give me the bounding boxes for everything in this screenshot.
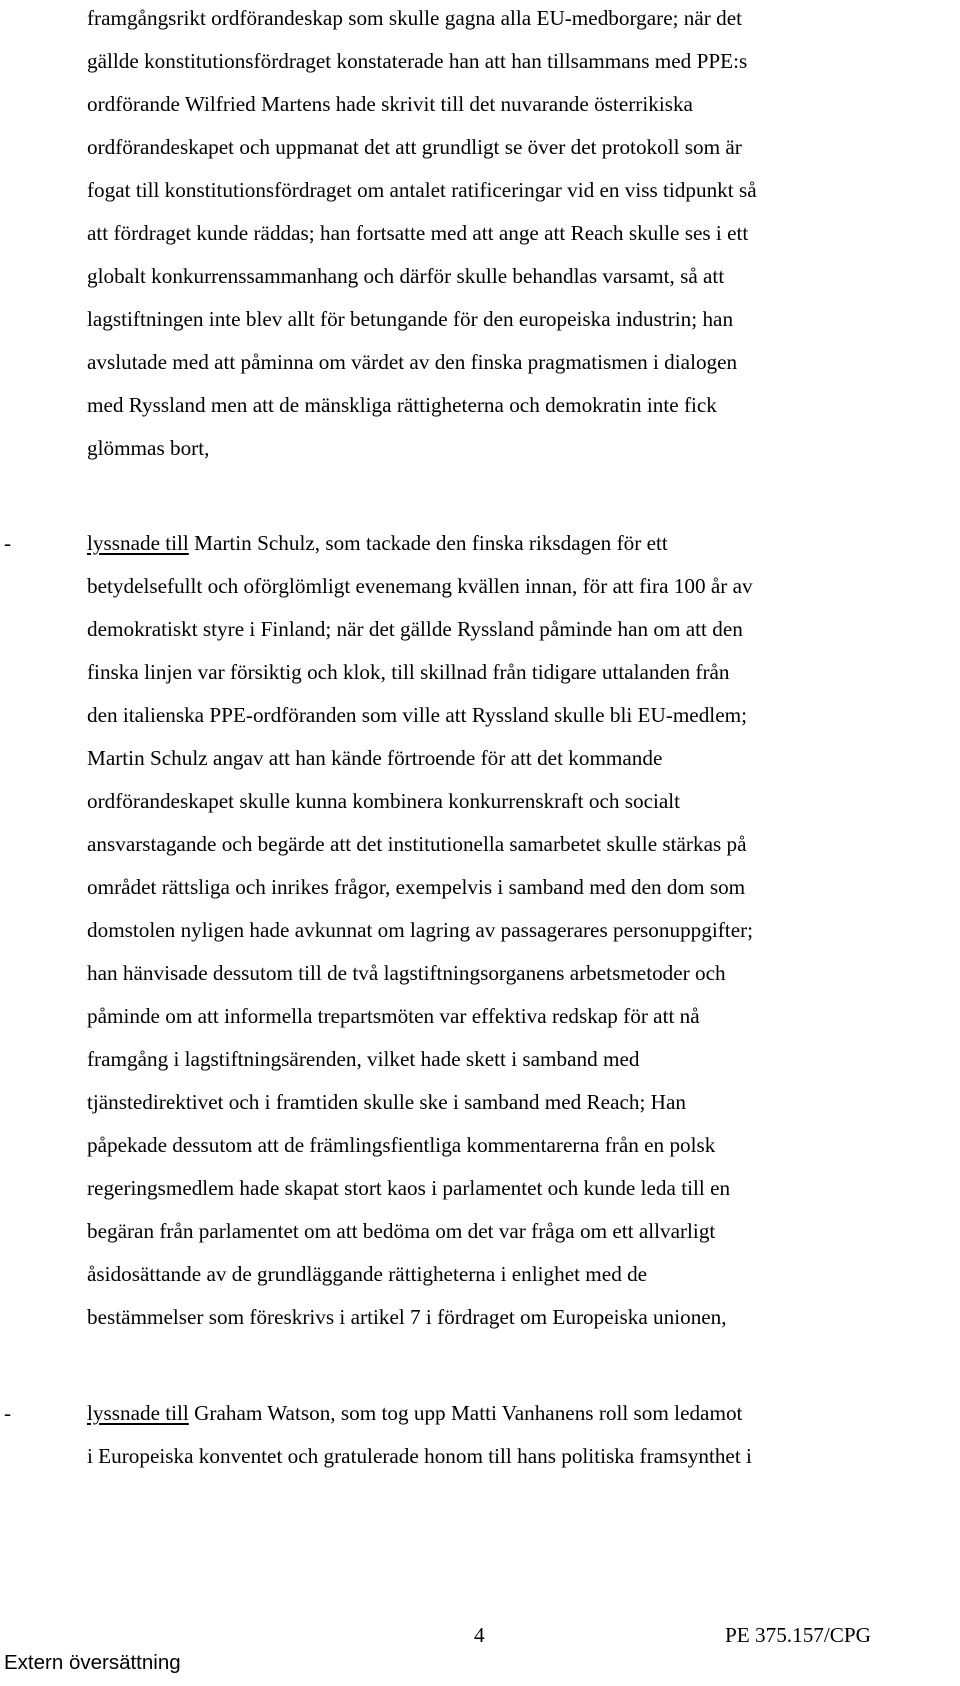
paragraph-line: den italienska PPE-ordföranden som ville att Ryssland skulle bli EU-medlem; [87, 703, 747, 727]
list-item-text: Graham Watson, som tog upp Matti Vanhanens roll som ledamot [188, 1401, 743, 1425]
paragraph-line: åsidosättande av de grundläggande rättigheterna i enlighet med de [87, 1262, 648, 1286]
paragraph-line: tjänstedirektivet och i framtiden skulle ske i samband med Reach; Han [87, 1090, 686, 1114]
paragraph-line: området rättsliga och inrikes frågor, exempelvis i samband med den dom som [87, 875, 746, 899]
page-number: 4 [474, 1623, 485, 1647]
action-verb: lyssnade till [87, 531, 189, 555]
document-reference: PE 375.157/CPG [725, 1623, 871, 1647]
paragraph-line: begäran från parlamentet om att bedöma om det var fråga om ett allvarligt [87, 1219, 716, 1243]
translation-note: Extern översättning [4, 1651, 181, 1674]
paragraph-line: ansvarstagande och begärde att det institutionella samarbetet skulle stärkas på [87, 832, 747, 856]
paragraph-line: med Ryssland men att de mänskliga rättigheterna och demokratin inte fick [87, 393, 717, 417]
paragraph-line: framgång i lagstiftningsärenden, vilket hade skett i samband med [87, 1047, 640, 1071]
paragraph-line: ordförandeskapet skulle kunna kombinera konkurrenskraft och socialt [87, 789, 681, 813]
paragraph-line: regeringsmedlem hade skapat stort kaos i parlamentet och kunde leda till en [87, 1176, 731, 1200]
paragraph-line: påminde om att informella trepartsmöten var effektiva redskap för att nå [87, 1004, 700, 1028]
list-dash: - [4, 531, 12, 555]
paragraph-line: ordförande Wilfried Martens hade skrivit till det nuvarande österrikiska [87, 92, 693, 116]
paragraph-line: ordförandeskapet och uppmanat det att grundligt se över det protokoll som är [87, 135, 742, 159]
paragraph-line: globalt konkurrenssammanhang och därför skulle behandlas varsamt, så att [87, 264, 725, 288]
list-item-first-line [87, 1401, 742, 1425]
paragraph-line: finska linjen var försiktig och klok, till skillnad från tidigare uttalanden från [87, 660, 730, 684]
paragraph-line: att fördraget kunde räddas; han fortsatte med att ange att Reach skulle ses i ett [87, 221, 749, 245]
paragraph-line: demokratiskt styre i Finland; när det gällde Ryssland påminde han om att den [87, 617, 743, 641]
paragraph-line: i Europeiska konventet och gratulerade honom till hans politiska framsynthet i [87, 1444, 752, 1468]
paragraph-line: glömmas bort, [87, 436, 210, 460]
list-item-first-line [87, 531, 668, 555]
list-dash: - [4, 1401, 12, 1425]
paragraph-line: gällde konstitutionsfördraget konstaterade han att han tillsammans med PPE:s [87, 49, 748, 73]
paragraph-line: lagstiftningen inte blev allt för betungande för den europeiska industrin; han [87, 307, 734, 331]
paragraph-line: framgångsrikt ordförandeskap som skulle gagna alla EU-medborgare; när det [87, 6, 743, 30]
paragraph-line: bestämmelser som föreskrivs i artikel 7 i fördraget om Europeiska unionen, [87, 1305, 727, 1329]
paragraph-line: fogat till konstitutionsfördraget om antalet ratificeringar vid en viss tidpunkt så [87, 178, 757, 202]
paragraph-line: domstolen nyligen hade avkunnat om lagring av passagerares personuppgifter; [87, 918, 754, 942]
list-item-text: Martin Schulz, som tackade den finska riksdagen för ett [188, 531, 668, 555]
action-verb: lyssnade till [87, 1401, 189, 1425]
paragraph-line: han hänvisade dessutom till de två lagstiftningsorganens arbetsmetoder och [87, 961, 726, 985]
paragraph-line: Martin Schulz angav att han kände förtroende för att det kommande [87, 746, 663, 770]
paragraph-line: påpekade dessutom att de främlingsfientliga kommentarerna från en polsk [87, 1133, 716, 1157]
paragraph-line: avslutade med att påminna om värdet av den finska pragmatismen i dialogen [87, 350, 738, 374]
paragraph-line: betydelsefullt och oförglömligt evenemang kvällen innan, för att fira 100 år av [87, 574, 753, 598]
